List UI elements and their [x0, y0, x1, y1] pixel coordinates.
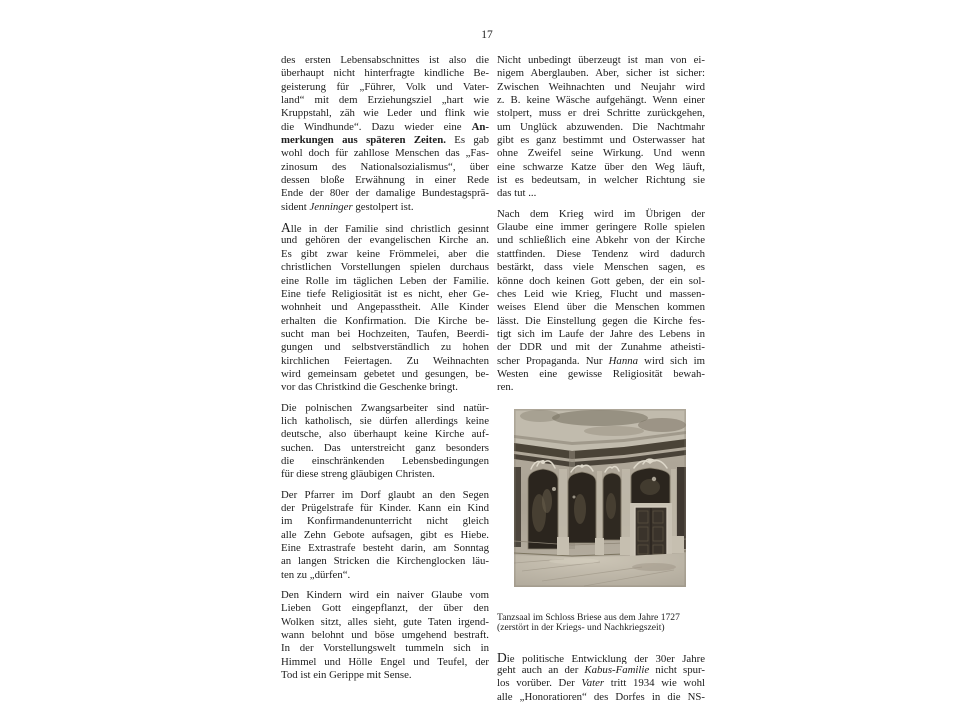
figure	[497, 409, 705, 634]
figure-caption	[497, 613, 705, 634]
text-line: erhalten die Konfirmation. Die Kirche be-	[281, 314, 489, 327]
caption-line: Tanzsaal im Schloss Briese aus dem Jahre 1727	[497, 611, 680, 623]
text-line: Alle in der Familie sind christlich gesinnt	[281, 221, 489, 235]
text-line: alle „Honoratioren“ des Dorfes in die NS-	[497, 690, 705, 703]
text-line: wohl doch für zahllose Menschen das „Fas-	[281, 147, 489, 160]
text-line: stattfinden. Diese Tendenz wird dadurch	[497, 247, 705, 260]
text-line: weises Elend über die Menschen kommen	[497, 301, 705, 314]
text-line: eine schwarze Katze über den Weg läuft,	[497, 160, 705, 173]
text-line: Himmel und Hölle Engel und Teufel, der	[281, 655, 489, 668]
text-line: Die politische Entwicklung der 30er Jahre	[497, 650, 705, 665]
text-line: vor das Christkind die Geschenke bringt.	[281, 381, 458, 394]
text-line: überhaupt nicht hinterfragte kindliche Be-	[281, 67, 489, 80]
paragraph	[281, 589, 489, 682]
right-column-text-top	[497, 54, 705, 395]
text-line: und schließlich eine Abkehr von der Kirche	[497, 234, 705, 247]
right-column	[497, 54, 705, 711]
text-line: das tut ...	[497, 187, 537, 200]
text-line: Es gibt zwar keine Frömmelei, aber die	[281, 247, 489, 260]
text-line: der Prügelstrafe für Kinder. Kann ein Kind	[281, 502, 489, 514]
text-line: kirchlichen Feiertagen. Zu Weihnachten	[281, 354, 489, 367]
paragraph	[281, 489, 489, 582]
text-line: geht auch an der Kabus-Familie nicht spur-	[497, 664, 705, 677]
text-line: zinosum des Nationalsozialismus“, über	[281, 160, 489, 173]
text-line: ren.	[497, 381, 514, 394]
ballroom-photo	[514, 409, 686, 587]
text-line: merkungen aus späteren Zeiten. Es gab	[281, 134, 489, 147]
text-line: könne doch keinen Gott geben, der ein sol-	[497, 274, 705, 287]
paragraph	[281, 221, 489, 394]
text-line: bestärkt, dass viele Menschen sagen, es	[497, 261, 705, 274]
text-line: Wolken sitzt, alles sieht, gute Taten irgend-	[281, 615, 489, 628]
text-line: Die polnischen Zwangsarbeiter sind natür-	[281, 401, 489, 414]
text-line: Zwischen Weihnachten und Neujahr wird	[497, 80, 705, 93]
text-line: Kruppstahl, zäh wie Leder und flink wie	[281, 107, 489, 120]
paragraph	[497, 208, 705, 395]
paragraph	[281, 54, 489, 214]
text-line: im Konfirmandenunterricht nicht gleich	[281, 515, 489, 528]
text-line: nigem Aberglauben. Aber, sicher ist sicher:	[497, 67, 705, 80]
text-line: stolpert, muss er drei Schritte zurückgehen,	[497, 107, 705, 120]
paragraph	[281, 402, 489, 482]
text-line: um Unglück abzuwenden. Die Nachtmahr	[497, 120, 705, 133]
text-line: lässt. Die Einstellung gegen die Kirche fes-	[497, 314, 705, 327]
text-line: Westen eine gewisse Religiosität bewah-	[497, 367, 705, 380]
text-line: Ende der 80er der damalige Bundestagsprä-	[281, 187, 489, 200]
text-line: ten zu „dürfen“.	[281, 568, 351, 581]
text-line: Nicht unbedingt überzeugt ist man von ei-	[497, 54, 705, 66]
text-line: Der Pfarrer im Dorf glaubt an den Segen	[281, 488, 489, 501]
text-line: Den Kindern wird ein naiver Glaube vom	[281, 589, 489, 602]
text-line: an langen Stricken die Kirchenglocken läu-	[281, 555, 489, 568]
text-line: alle Zehn Gebote aufsagen, gibt es Hiebe.	[281, 528, 489, 541]
text-line: suchen. Das unterstreicht ganz besonders	[281, 441, 489, 454]
text-line: die einschränkenden Lebensbedingungen	[281, 454, 489, 467]
text-line: lich katholisch, sie dürfen allerdings keine	[281, 414, 489, 427]
text-line: Eine tiefe Religiosität ist es nicht, eher Ge-	[281, 287, 489, 300]
text-line: des ersten Lebensabschnittes ist also die	[281, 54, 489, 66]
text-line: Glaube eine immer geringere Rolle spielen	[497, 221, 705, 234]
text-line: ist es bedeutsam, in welcher Richtung sie	[497, 174, 705, 187]
text-line: gibt es ganz bestimmt und Osterwasser hat	[497, 134, 705, 147]
text-line: die Windhunde“. Dazu wieder eine An-	[281, 120, 489, 133]
text-line: Tod ist ein Gerippe mit Sense.	[281, 669, 412, 682]
text-line: sident Jenninger gestolpert ist.	[281, 200, 414, 213]
text-line: z. B. keine Wäsche aufgehängt. Wenn einer	[497, 94, 705, 107]
right-column-text-bottom	[497, 651, 705, 704]
text-line: wohnheit und Angepasstheit. Alle Kinder	[281, 301, 489, 314]
text-line: In der Vorstellungswelt tummeln sich in	[281, 642, 489, 655]
floor	[514, 553, 686, 587]
text-line: und gehören der evangelischen Kirche an.	[281, 234, 489, 247]
text-line: scher Propaganda. Nur Hanna wird sich im	[497, 354, 705, 367]
text-line: Nach dem Krieg wird im Übrigen der	[497, 207, 705, 220]
text-line: deutsche, also überhaupt keine Kirche auf-	[281, 428, 489, 441]
text-line: tigt sich im Laufe der Jahre des Lebens in	[497, 327, 705, 340]
text-line: eine Rolle im täglichen Leben der Familie.	[281, 274, 489, 287]
text-line: christlichen Vorstellungen spielen durchaus	[281, 261, 489, 274]
text-line: dessen bloße Erwähnung in einer Rede	[281, 174, 489, 187]
text-line: geisterung für „Führer, Volk und Vater-	[281, 80, 489, 93]
text-line: ohne Zweifel seine Wirkung. Und wenn	[497, 147, 705, 160]
text-line: gungen und selbstverständlich zu hohen	[281, 341, 489, 354]
text-line: Eine Extrastrafe besteht darin, am Sonntag	[281, 542, 489, 555]
text-line: für diese streng gläubigen Christen.	[281, 468, 435, 481]
door	[630, 503, 672, 560]
caption-line: (zerstört in der Kriegs- und Nachkriegszeit)	[497, 622, 665, 634]
text-line: Lieben Gott eingepflanzt, der über den	[281, 602, 489, 615]
text-line: los vorüber. Der Vater tritt 1934 wie wohl	[497, 677, 705, 690]
text-line: der DDR und mit der Zunahme atheisti-	[497, 341, 705, 354]
left-column	[281, 54, 489, 689]
text-line: wann belohnt und böse umgehend bestraft.	[281, 629, 489, 642]
text-line: land“ mit dem Erziehungsziel „hart wie	[281, 94, 489, 107]
paragraph	[497, 651, 705, 704]
page-number: 17	[481, 29, 493, 41]
paragraph	[497, 54, 705, 201]
text-line: sucht man bei Hochzeiten, Taufen, Beerdi-	[281, 327, 489, 340]
text-line: ches Leid wie Krieg, Flucht und massen-	[497, 287, 705, 300]
text-line: wird gemeinsam gebetet und gesungen, be-	[281, 367, 489, 380]
